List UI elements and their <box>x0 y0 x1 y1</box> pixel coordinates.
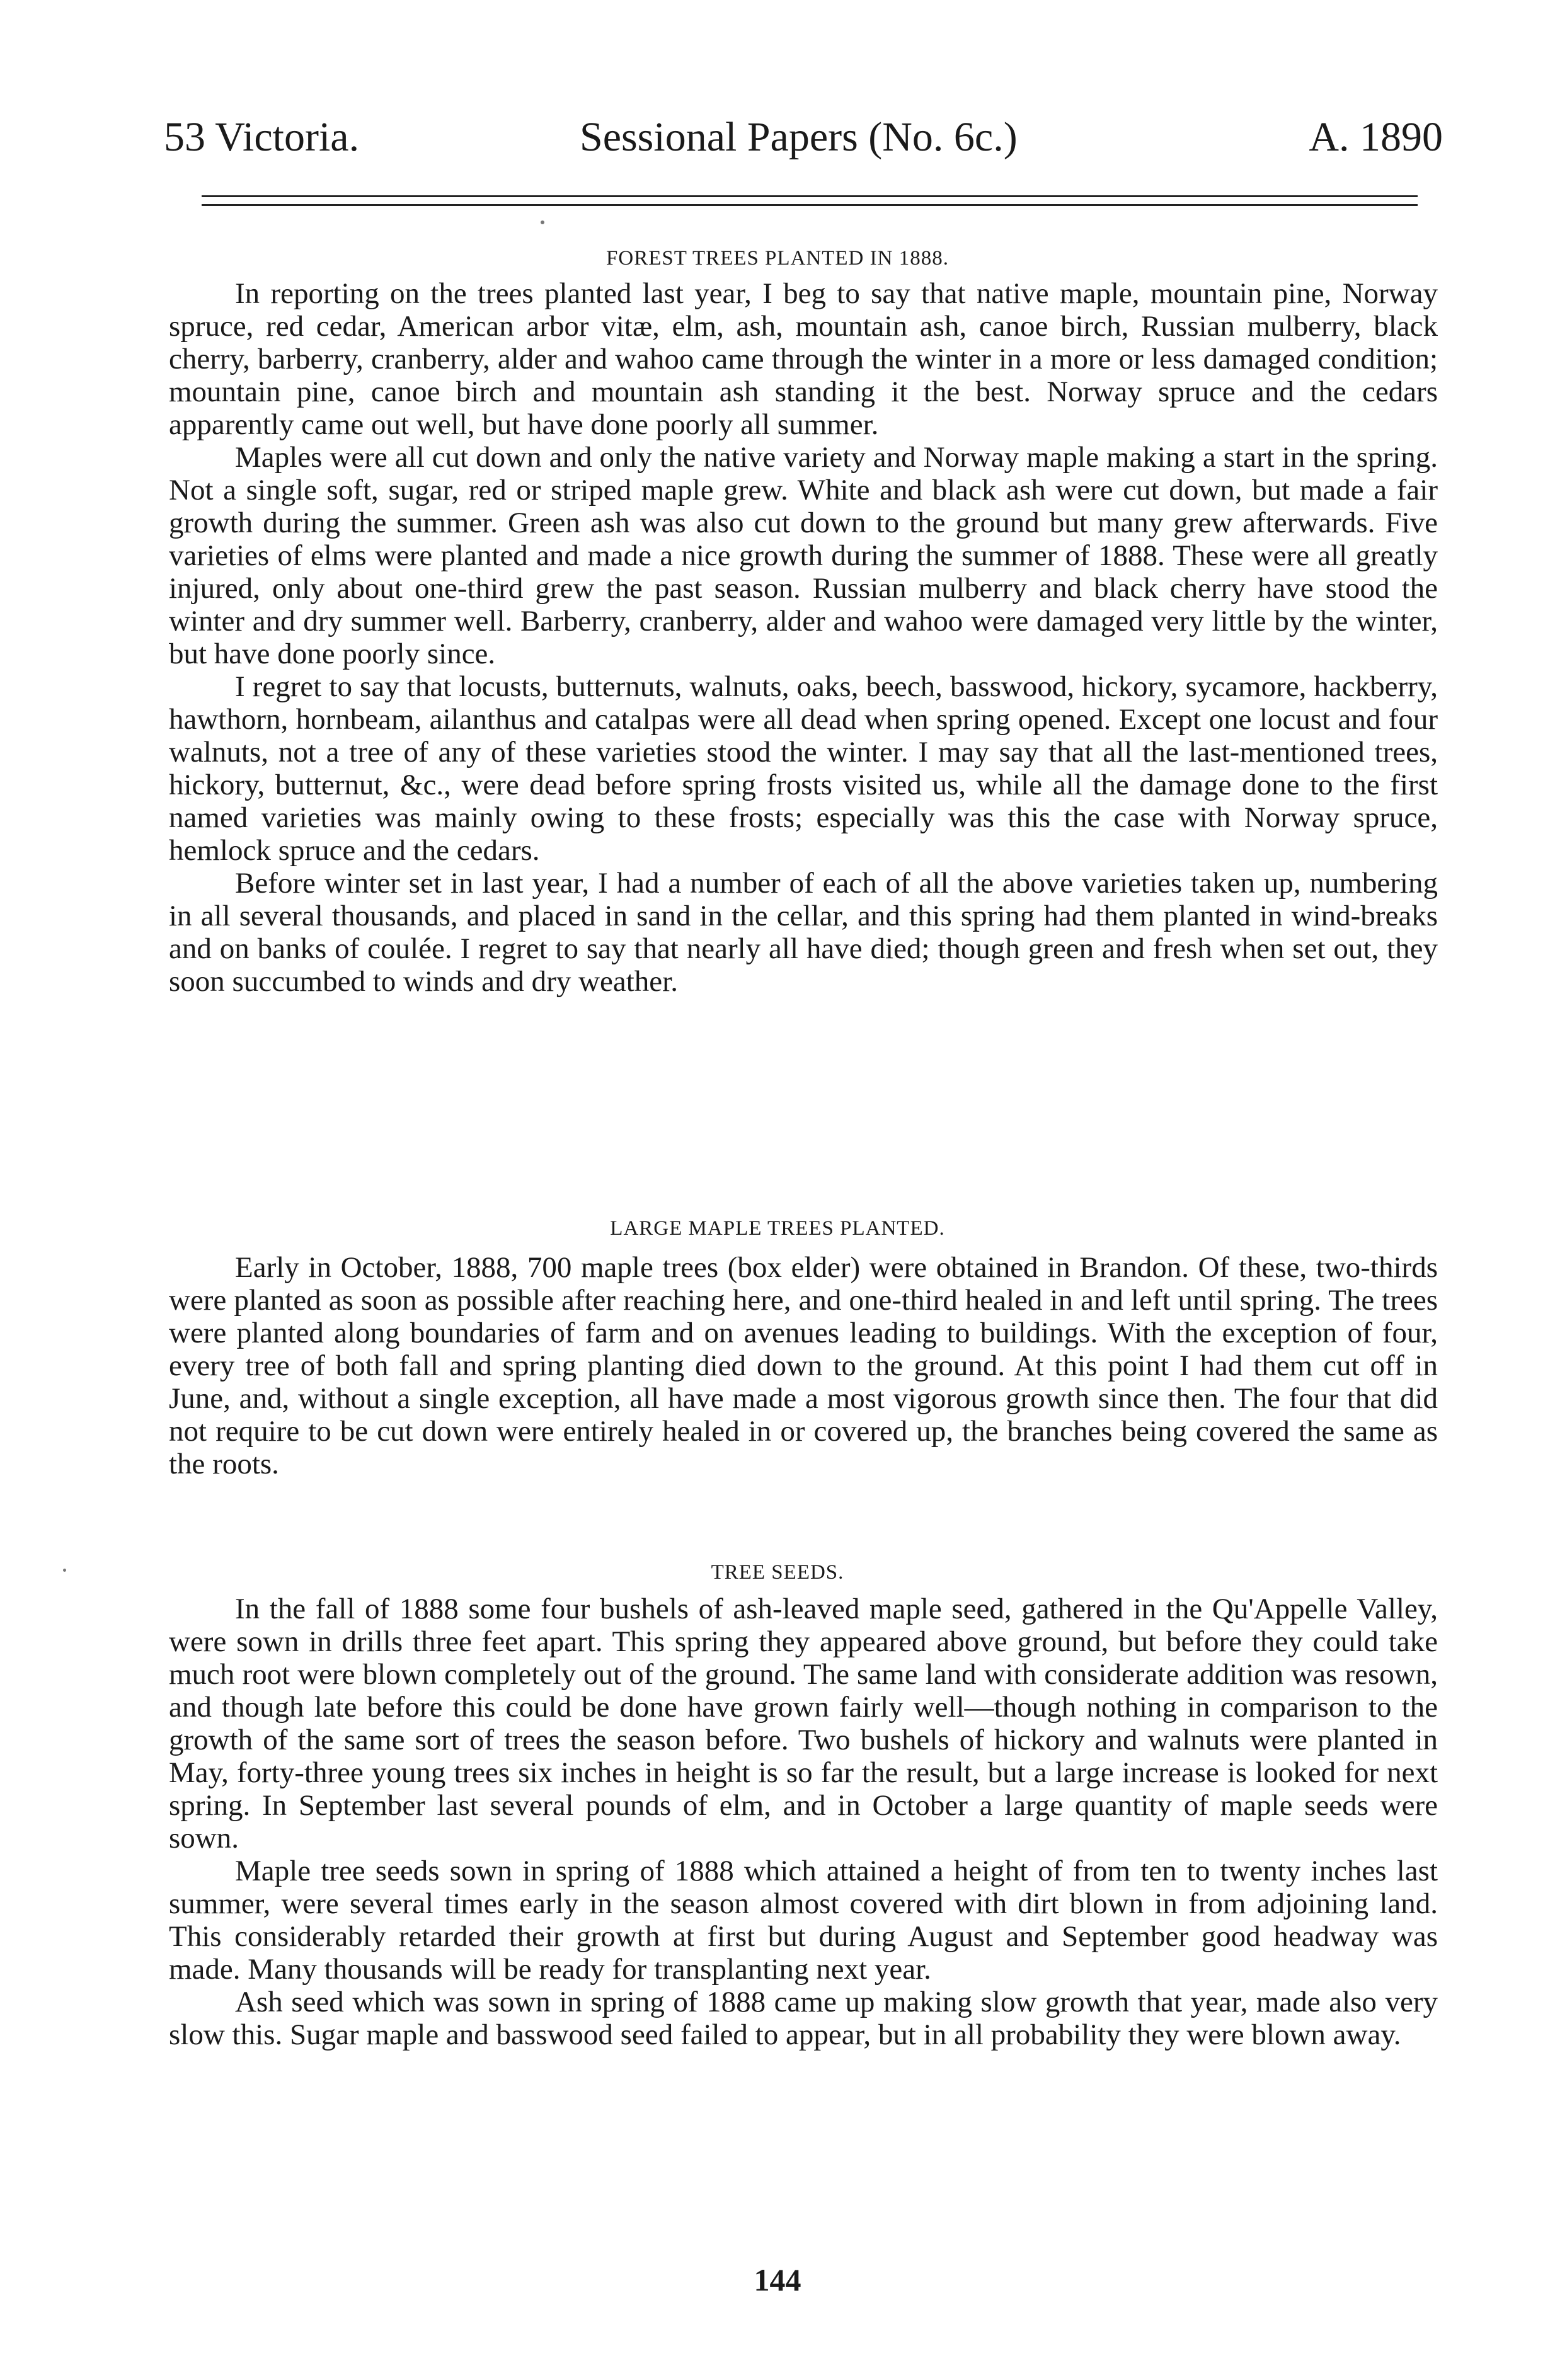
running-header <box>164 112 1443 163</box>
section-body-forest-trees <box>169 277 1438 998</box>
paragraph: Ash seed which was sown in spring of 1888 came up making slow growth that year, made also very slow this. Sugar maple and basswood seed failed to appear, but in all probability they were blown away. <box>169 1986 1438 2051</box>
header-year: A. 1890 <box>1309 114 1443 160</box>
header-volume: 53 Victoria. <box>164 114 360 160</box>
page-number: 144 <box>754 2262 801 2297</box>
section-body-tree-seeds <box>169 1593 1438 2051</box>
paragraph: Maples were all cut down and only the native variety and Norway maple making a start in the spring. Not a single soft, sugar, red or striped maple grew. White and black ash were cut down, but made a fair growth during the summer. Green ash was also cut down to the ground but many grew afterwards. Five varieties of elms were planted and made a nice growth during the summer of 1888. These were all greatly injured, only about one-third grew the past season. Russian mulberry and black cherry have stood the winter and dry summer well. Barberry, cranberry, alder and wahoo were damaged very little by the winter, but have done poorly since. <box>169 441 1438 670</box>
scan-speck <box>541 220 544 224</box>
section-heading-large-maple: LARGE MAPLE TREES PLANTED. <box>610 1217 945 1240</box>
scan-speck <box>63 1569 66 1572</box>
header-rule-bottom <box>202 204 1418 206</box>
paragraph: In reporting on the trees planted last year, I beg to say that native maple, mountain pine, Norway spruce, red cedar, American arbor vitæ, elm, ash, mountain ash, canoe birch, Russian mulberry, black cherry, barberry, cranberry, alder and wahoo came through the winter in a more or less damaged condition; mountain pine, canoe birch and mountain ash standing it the best. Norway spruce and the cedars apparently came out well, but have done poorly all summer. <box>169 277 1438 441</box>
paragraph: In the fall of 1888 some four bushels of ash-leaved maple seed, gathered in the Qu'Appelle Valley, were sown in drills three feet apart. This spring they appeared above ground, but before they could take much root were blown completely out of the ground. The same land with considerate addition was resown, and though late before this could be done have grown fairly well—though nothing in comparison to the growth of the same sort of trees the season before. Two bushels of hickory and walnuts were planted in May, forty-three young trees six inches in height is so far the result, but a large increase is looked for next spring. In September last several pounds of elm, and in October a large quantity of maple seeds were sown. <box>169 1593 1438 1855</box>
paragraph: Maple tree seeds sown in spring of 1888 which attained a height of from ten to twenty inches last summer, were several times early in the season almost covered with dirt blown in from adjoining land. This considerably retarded their growth at first but during August and September good headway was made. Many thousands will be ready for transplanting next year. <box>169 1855 1438 1986</box>
header-rule-top <box>202 195 1418 197</box>
paragraph: Before winter set in last year, I had a number of each of all the above varieties taken up, numbering in all several thousands, and placed in sand in the cellar, and this spring had them planted in wind-breaks and on banks of coulée. I regret to say that nearly all have died; though green and fresh when set out, they soon succumbed to winds and dry weather. <box>169 867 1438 998</box>
section-body-large-maple <box>169 1251 1438 1480</box>
section-heading-tree-seeds: TREE SEEDS. <box>711 1561 844 1584</box>
section-heading-forest-trees: FOREST TREES PLANTED IN 1888. <box>606 247 949 270</box>
header-title: Sessional Papers (No. 6c.) <box>580 114 1018 160</box>
paragraph: I regret to say that locusts, butternuts, walnuts, oaks, beech, basswood, hickory, sycamore, hackberry, hawthorn, hornbeam, ailanthus and catalpas were all dead when spring opened. Except one locust and four walnuts, not a tree of any of these varieties stood the winter. I may say that all the last-mentioned trees, hickory, butternut, &c., were dead before spring frosts visited us, while all the damage done to the first named varieties was mainly owing to these frosts; especially was this the case with Norway spruce, hemlock spruce and the cedars. <box>169 670 1438 867</box>
paragraph: Early in October, 1888, 700 maple trees (box elder) were obtained in Brandon. Of these, two-thirds were planted as soon as possible after reaching here, and one-third healed in and left until spring. The trees were planted along boundaries of farm and on avenues leading to buildings. With the exception of four, every tree of both fall and spring planting died down to the ground. At this point I had them cut off in June, and, without a single exception, all have made a most vigorous growth since then. The four that did not require to be cut down were entirely healed in or covered up, the branches being covered the same as the roots. <box>169 1251 1438 1480</box>
